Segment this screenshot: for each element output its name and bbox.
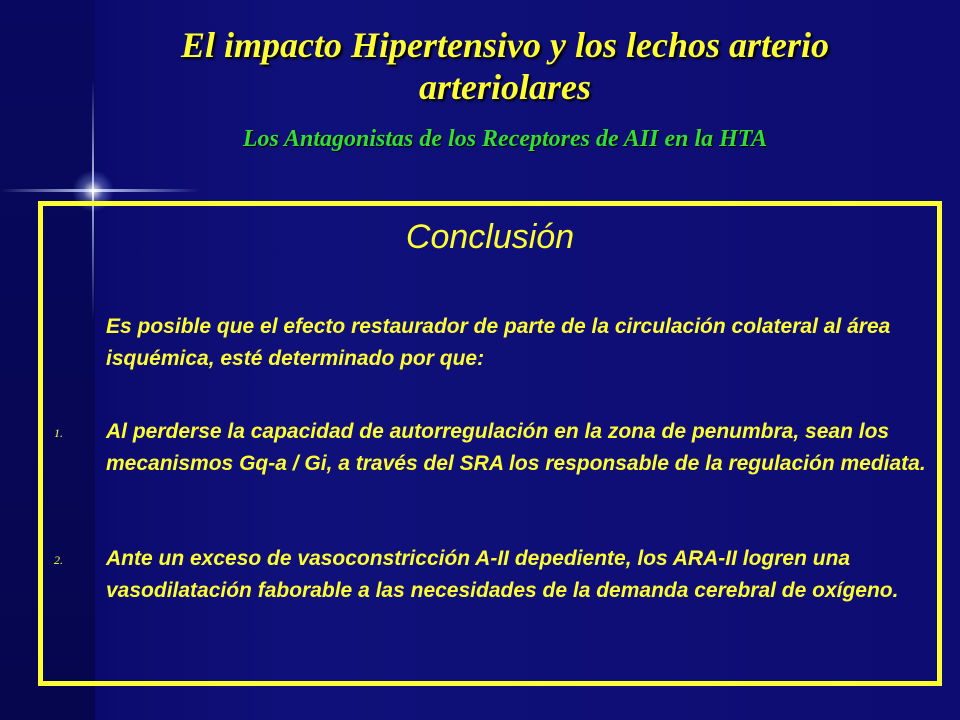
conclusion-box — [38, 201, 942, 686]
list-item-1-number: 1. — [54, 426, 63, 440]
list-item-2-text: Ante un exceso de vasoconstricción A-II depediente, los ARA-II logren una vasodilatación faborable a las necesidades de la demanda cerebral de oxígeno. — [106, 547, 899, 602]
slide-title-line1: El impacto Hipertensivo y los lechos arterio — [181, 25, 829, 65]
list-item-1 — [54, 416, 936, 480]
slide-title-line2: arteriolares — [418, 67, 591, 107]
list-item-1-text: Al perderse la capacidad de autorregulación en la zona de penumbra, sean los mecanismos Gq-a / Gi, a través del SRA los responsable de la regulación mediata. — [106, 420, 926, 475]
slide-title — [60, 24, 950, 108]
slide-subtitle: Los Antagonistas de los Receptores de AII en la HTA — [242, 126, 768, 152]
list-item-2-number: 2. — [54, 553, 63, 567]
conclusion-heading: Conclusión — [405, 218, 575, 256]
intro-paragraph: Es posible que el efecto restaurador de parte de la circulación colateral al área isquémica, esté determinado por que: — [106, 315, 891, 370]
list-item-2 — [54, 543, 936, 607]
